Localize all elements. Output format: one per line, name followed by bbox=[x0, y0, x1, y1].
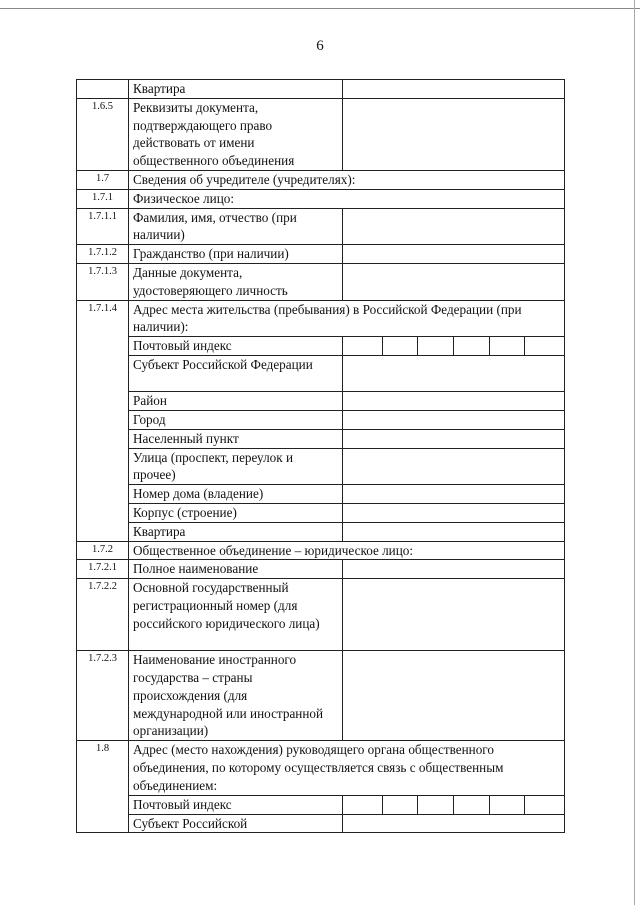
row-number: 1.7.1.2 bbox=[77, 245, 129, 264]
field-value[interactable] bbox=[343, 485, 565, 504]
row-number: 1.7.2.3 bbox=[77, 651, 129, 741]
table-row bbox=[77, 337, 565, 356]
field-value[interactable] bbox=[343, 560, 565, 579]
field-value[interactable] bbox=[343, 263, 565, 300]
table-row bbox=[77, 300, 565, 337]
table-row bbox=[77, 560, 565, 579]
field-label: Субъект Российской bbox=[129, 814, 343, 833]
table-row bbox=[77, 503, 565, 522]
table-row bbox=[77, 814, 565, 833]
field-label: Основной государственный регистрационный номер (для российского юридического лица) bbox=[129, 579, 343, 651]
field-value[interactable] bbox=[343, 522, 565, 541]
table-row bbox=[77, 208, 565, 245]
table-row bbox=[77, 98, 565, 170]
field-value[interactable] bbox=[343, 448, 565, 485]
field-value[interactable] bbox=[343, 356, 565, 392]
section-heading: Физическое лицо: bbox=[129, 189, 565, 208]
field-label: Полное наименование bbox=[129, 560, 343, 579]
row-number: 1.8 bbox=[77, 741, 129, 833]
field-label: Субъект Российской Федерации bbox=[129, 356, 343, 392]
row-number: 1.7.1.4 bbox=[77, 300, 129, 541]
field-value[interactable] bbox=[343, 392, 565, 411]
section-heading: Адрес места жительства (пребывания) в Российской Федерации (при наличии): bbox=[129, 300, 565, 337]
field-label: Почтовый индекс bbox=[129, 795, 343, 814]
table-row bbox=[77, 651, 565, 741]
field-value[interactable] bbox=[343, 410, 565, 429]
field-value[interactable] bbox=[343, 208, 565, 245]
table-row bbox=[77, 795, 565, 814]
row-number-empty bbox=[77, 80, 129, 99]
table-row bbox=[77, 392, 565, 411]
field-value[interactable] bbox=[343, 579, 565, 651]
field-label: Улица (проспект, переулок и прочее) bbox=[129, 448, 343, 485]
field-label: Квартира bbox=[129, 80, 343, 99]
table-row bbox=[77, 410, 565, 429]
section-heading: Сведения об учредителе (учредителях): bbox=[129, 170, 565, 189]
field-label: Город bbox=[129, 410, 343, 429]
table-row bbox=[77, 170, 565, 189]
field-label: Наименование иностранного государства – страны происхождения (для международной или иностранной организации) bbox=[129, 651, 343, 741]
page-number: 6 bbox=[316, 38, 324, 54]
field-label: Район bbox=[129, 392, 343, 411]
section-heading: Адрес (место нахождения) руководящего органа общественного объединения, по которому осуществляется связь с общественным объединением: bbox=[129, 741, 565, 795]
row-number: 1.7.1.3 bbox=[77, 263, 129, 300]
field-label: Номер дома (владение) bbox=[129, 485, 343, 504]
row-number: 1.7 bbox=[77, 170, 129, 189]
field-value[interactable] bbox=[343, 814, 565, 833]
field-label: Данные документа, удостоверяющего личность bbox=[129, 263, 343, 300]
table-row bbox=[77, 189, 565, 208]
postal-code-cells[interactable] bbox=[343, 795, 565, 814]
table-row bbox=[77, 356, 565, 392]
field-label: Почтовый индекс bbox=[129, 337, 343, 356]
field-label: Реквизиты документа, подтверждающего право действовать от имени общественного объединения bbox=[129, 98, 343, 170]
form-table bbox=[76, 79, 565, 833]
table-row bbox=[77, 80, 565, 99]
row-number: 1.7.2.1 bbox=[77, 560, 129, 579]
table-row bbox=[77, 741, 565, 795]
field-value[interactable] bbox=[343, 429, 565, 448]
table-row bbox=[77, 245, 565, 264]
table-row bbox=[77, 429, 565, 448]
field-label: Корпус (строение) bbox=[129, 503, 343, 522]
row-number: 1.7.1.1 bbox=[77, 208, 129, 245]
page-edge bbox=[634, 0, 635, 905]
row-number: 1.7.1 bbox=[77, 189, 129, 208]
table-row bbox=[77, 485, 565, 504]
table-row bbox=[77, 579, 565, 651]
postal-code-cells[interactable] bbox=[343, 337, 565, 356]
field-value[interactable] bbox=[343, 98, 565, 170]
top-rule bbox=[0, 8, 640, 9]
field-value[interactable] bbox=[343, 651, 565, 741]
field-value[interactable] bbox=[343, 80, 565, 99]
field-label: Гражданство (при наличии) bbox=[129, 245, 343, 264]
section-heading: Общественное объединение – юридическое лицо: bbox=[129, 541, 565, 560]
field-value[interactable] bbox=[343, 245, 565, 264]
field-label: Квартира bbox=[129, 522, 343, 541]
field-label: Фамилия, имя, отчество (при наличии) bbox=[129, 208, 343, 245]
field-value[interactable] bbox=[343, 503, 565, 522]
table-row bbox=[77, 541, 565, 560]
row-number: 1.7.2.2 bbox=[77, 579, 129, 651]
row-number: 1.6.5 bbox=[77, 98, 129, 170]
row-number: 1.7.2 bbox=[77, 541, 129, 560]
field-label: Населенный пункт bbox=[129, 429, 343, 448]
table-row bbox=[77, 522, 565, 541]
table-row bbox=[77, 448, 565, 485]
table-row bbox=[77, 263, 565, 300]
